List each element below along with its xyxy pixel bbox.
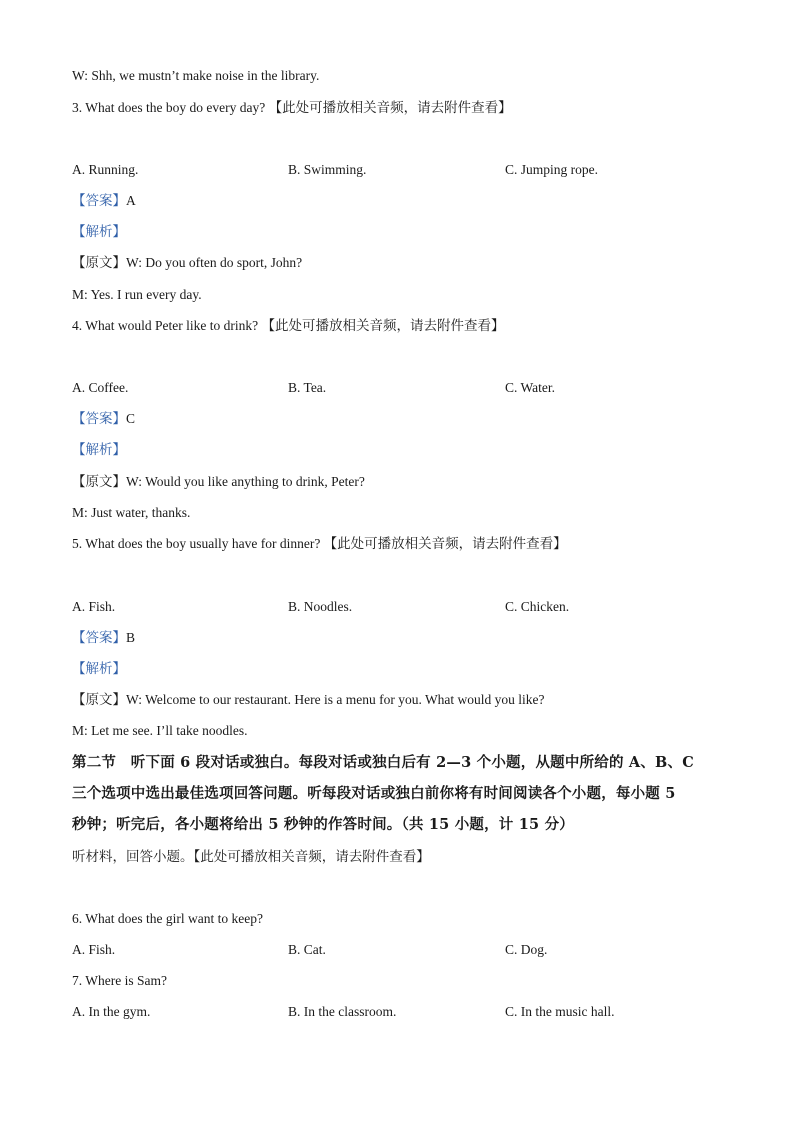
original-text: W: Do you often do sport, John? — [126, 255, 303, 270]
option-b: B. Noodles. — [288, 599, 353, 614]
option-c: C. Jumping rope. — [505, 162, 598, 177]
option-c: C. Chicken. — [505, 599, 570, 614]
dialog-line: W: Shh, we mustn’t make noise in the library. — [72, 68, 320, 83]
analysis-tag: 【解析】 — [72, 224, 126, 239]
option-a: A. Fish. — [72, 942, 116, 957]
question-5: 5. What does the boy usually have for dinner? 【此处可播放相关音频，请去附件查看】 — [72, 536, 567, 551]
original-text: W: Welcome to our restaurant. Here is a menu for you. What would you like? — [126, 692, 545, 707]
dialog-line: M: Yes. I run every day. — [72, 287, 202, 302]
section-heading-line: 秒钟；听完后，各小题将给出 5 秒钟的作答时间。（共 15 小题，计 15 分） — [72, 816, 574, 833]
question-6: 6. What does the girl want to keep? — [72, 911, 263, 926]
original-text: W: Would you like anything to drink, Peter? — [126, 474, 365, 489]
listen-prompt: 听材料，回答小题。【此处可播放相关音频，请去附件查看】 — [72, 849, 430, 864]
option-c: C. In the music hall. — [505, 1004, 615, 1019]
original-tag: 【原文】 — [72, 474, 126, 489]
original-tag: 【原文】 — [72, 692, 126, 707]
option-b: B. Swimming. — [288, 162, 367, 177]
answer-tag: 【答案】 — [72, 411, 126, 426]
option-a: A. Fish. — [72, 599, 116, 614]
option-c: C. Dog. — [505, 942, 548, 957]
section-heading — [72, 747, 722, 840]
question-7: 7. Where is Sam? — [72, 973, 167, 988]
answer-line — [72, 629, 135, 647]
option-a: A. Coffee. — [72, 380, 129, 395]
original-text-line — [72, 254, 302, 272]
option-b: B. Tea. — [288, 380, 327, 395]
analysis-tag: 【解析】 — [72, 442, 126, 457]
option-c: C. Water. — [505, 380, 556, 395]
question-4: 4. What would Peter like to drink? 【此处可播放相关音频，请去附件查看】 — [72, 318, 505, 333]
original-tag: 【原文】 — [72, 255, 126, 270]
original-text-line — [72, 691, 545, 709]
dialog-line: M: Let me see. I’ll take noodles. — [72, 723, 248, 738]
question-3: 3. What does the boy do every day? 【此处可播放相关音频，请去附件查看】 — [72, 100, 512, 115]
section-heading-line: 三个选项中选出最佳选项回答问题。听每段对话或独白前你将有时间阅读各个小题，每小题 5 — [72, 785, 676, 802]
answer-value: C — [126, 411, 136, 426]
option-b: B. In the classroom. — [288, 1004, 397, 1019]
option-a: A. Running. — [72, 162, 139, 177]
answer-value: A — [126, 193, 136, 208]
section-heading-line: 第二节 听下面 6 段对话或独白。每段对话或独白后有 2—3 个小题，从题中所给的 A、B、C — [72, 754, 694, 771]
answer-tag: 【答案】 — [72, 630, 126, 645]
analysis-tag: 【解析】 — [72, 661, 126, 676]
dialog-line: M: Just water, thanks. — [72, 505, 191, 520]
answer-value: B — [126, 630, 136, 645]
option-a: A. In the gym. — [72, 1004, 151, 1019]
answer-line — [72, 192, 136, 210]
answer-tag: 【答案】 — [72, 193, 126, 208]
original-text-line — [72, 473, 365, 491]
answer-line — [72, 410, 135, 428]
option-b: B. Cat. — [288, 942, 326, 957]
